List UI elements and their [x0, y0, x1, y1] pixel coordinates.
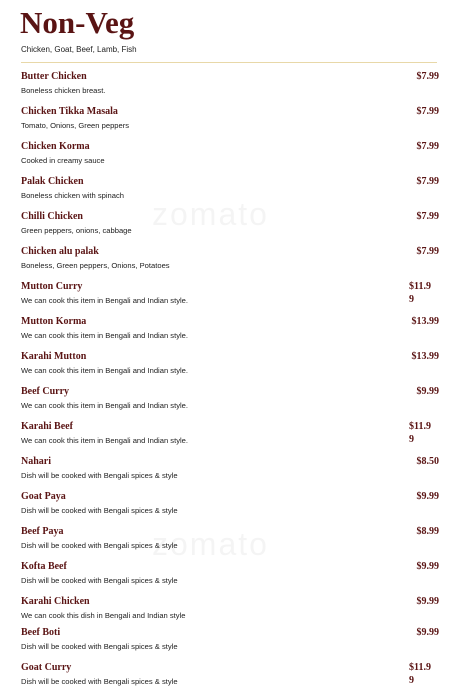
header-divider	[21, 62, 437, 63]
menu-item-name: Palak Chicken	[21, 176, 84, 187]
menu-item-description: Dish will be cooked with Bengali spices & style	[21, 471, 178, 480]
menu-item-description: We can cook this item in Bengali and Indian style.	[21, 366, 189, 375]
menu-item-description: Dish will be cooked with Bengali spices & style	[21, 576, 178, 585]
menu-item	[21, 105, 441, 139]
menu-item	[21, 455, 441, 489]
menu-item-description: We can cook this item in Bengali and Indian style.	[21, 296, 189, 305]
menu-item-description: We can cook this item in Bengali and Indian style.	[21, 331, 189, 340]
menu-item-price: $7.99	[416, 246, 439, 257]
menu-item-price: $11.99	[409, 421, 431, 445]
menu-item-description: Tomato, Onions, Green peppers	[21, 121, 130, 130]
menu-item-price: $7.99	[416, 71, 439, 82]
menu-item	[21, 490, 441, 524]
menu-item-price: $11.99	[409, 281, 431, 305]
menu-item-description: We can cook this item in Bengali and Indian style.	[21, 436, 189, 445]
menu-item-name: Mutton Curry	[21, 281, 83, 292]
menu-item	[21, 280, 441, 314]
menu-item	[21, 175, 441, 209]
menu-item-description: We can cook this item in Bengali and Indian style.	[21, 401, 189, 410]
menu-item-price: $9.99	[416, 596, 439, 607]
menu-item-name: Chicken Tikka Masala	[21, 106, 118, 117]
menu-item-description: Boneless chicken with spinach	[21, 191, 124, 200]
menu-item-name: Nahari	[21, 456, 51, 467]
menu-item	[21, 210, 441, 244]
page-title: Non-Veg	[20, 5, 135, 40]
menu-item	[21, 560, 441, 594]
menu-item-description: Dish will be cooked with Bengali spices & style	[21, 677, 178, 686]
menu-item	[21, 315, 441, 349]
menu-item-name: Beef Curry	[21, 386, 70, 397]
menu-item-name: Goat Curry	[21, 662, 72, 673]
menu-item-description: Cooked in creamy sauce	[21, 156, 105, 165]
menu-item	[21, 595, 441, 629]
menu-item	[21, 626, 441, 660]
menu-item-description: Dish will be cooked with Bengali spices & style	[21, 506, 178, 515]
menu-item-description: Dish will be cooked with Bengali spices & style	[21, 642, 178, 651]
menu-item	[21, 140, 441, 174]
menu-item-description: Dish will be cooked with Bengali spices & style	[21, 541, 178, 550]
menu-item	[21, 525, 441, 559]
menu-item-name: Karahi Mutton	[21, 351, 87, 362]
menu-item-price: $13.99	[411, 316, 439, 327]
menu-item-price: $7.99	[416, 141, 439, 152]
menu-item-name: Kofta Beef	[21, 561, 67, 572]
menu-item	[21, 70, 441, 104]
menu-item-name: Goat Paya	[21, 491, 66, 502]
menu-item-name: Beef Boti	[21, 627, 61, 638]
menu-item	[21, 385, 441, 419]
menu-item-name: Mutton Korma	[21, 316, 87, 327]
menu-item-price: $7.99	[416, 176, 439, 187]
menu-item-name: Karahi Chicken	[21, 596, 90, 607]
menu-item	[21, 350, 441, 384]
menu-item-price: $7.99	[416, 211, 439, 222]
menu-item-description: Green peppers, onions, cabbage	[21, 226, 132, 235]
menu-item-price: $7.99	[416, 106, 439, 117]
menu-item-name: Beef Paya	[21, 526, 64, 537]
menu-item-name: Chicken Korma	[21, 141, 90, 152]
menu-item-name: Butter Chicken	[21, 71, 87, 82]
menu-item-price: $8.99	[416, 526, 439, 537]
menu-item	[21, 420, 441, 454]
menu-item-description: We can cook this dish in Bengali and Indian style	[21, 611, 186, 620]
menu-item	[21, 661, 441, 695]
menu-item-price: $8.50	[416, 456, 439, 467]
menu-item-description: Boneless, Green peppers, Onions, Potatoes	[21, 261, 170, 270]
menu-item-price: $9.99	[416, 491, 439, 502]
menu-item-price: $11.99	[409, 662, 431, 686]
menu-item	[21, 245, 441, 279]
menu-item-name: Chicken alu palak	[21, 246, 99, 257]
menu-item-price: $9.99	[416, 561, 439, 572]
menu-item-price: $9.99	[416, 627, 439, 638]
menu-item-price: $13.99	[411, 351, 439, 362]
page-subtitle: Chicken, Goat, Beef, Lamb, Fish	[21, 45, 137, 54]
menu-item-price: $9.99	[416, 386, 439, 397]
menu-item-name: Chilli Chicken	[21, 211, 83, 222]
menu-item-name: Karahi Beef	[21, 421, 73, 432]
menu-item-description: Boneless chicken breast.	[21, 86, 106, 95]
